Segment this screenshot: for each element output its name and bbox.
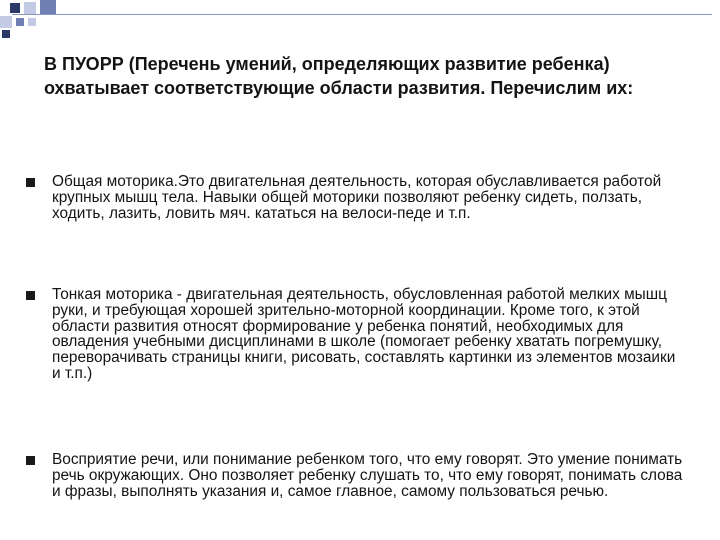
list-item-text: Тонкая моторика - двигательная деятельность, обусловленная работой мелких мышц руки, и требующая хорошей зрительно-моторной координации. Кроме того, к этой области развития относят формирование у ребенка понятий, необходимых для овладения учебными дисциплинами в школе (помогает ребенку хватать погремушку, переворачивать страницы книги, рисовать, составлять картинки из элементов мозаики и т.п.) (52, 286, 676, 382)
square-bullet-icon (26, 456, 35, 465)
square-bullet-icon (26, 178, 35, 187)
list-item-text: Общая моторика.Это двигательная деятельность, которая обуславливается работой крупных мышц тела. Навыки общей моторики позволяют ребенку сидеть, ползать, ходить, лазить, ловить мяч. кататься на велоси-педе и т.п. (52, 173, 662, 222)
list-item-text: Восприятие речи, или понимание ребенком того, что ему говорят. Это умение понимать речь окружающих. Оно позволяет ребенку слушать то, что ему говорят, понимать слова и фразы, выполнять указания и, самое главное, самому пользоваться речью. (52, 451, 683, 500)
slide-title: В ПУОРР (Перечень умений, определяющих развитие ребенка) охватывает соответствующие области развития. Перечислим их: (44, 54, 634, 98)
square-bullet-icon (26, 291, 35, 300)
